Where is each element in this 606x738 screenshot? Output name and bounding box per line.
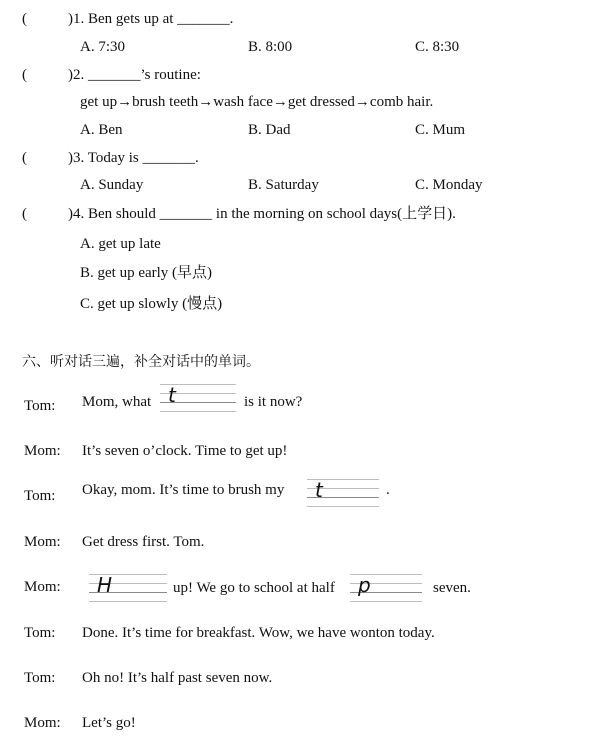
dialogue-text: Oh no! It’s half past seven now. bbox=[82, 670, 273, 686]
speaker-label: Mom: bbox=[24, 715, 61, 731]
answer-paren: ( bbox=[22, 150, 27, 166]
question-text: )3. Today is _______. bbox=[68, 150, 199, 166]
option-a: A. 7:30 bbox=[80, 39, 125, 55]
question-text: )1. Ben gets up at _______. bbox=[68, 11, 234, 27]
writing-blank[interactable] bbox=[89, 574, 167, 602]
dialogue-text: Okay, mom. It’s time to brush my bbox=[82, 482, 285, 498]
question-text: )4. Ben should _______ in the morning on school days(上学日). bbox=[68, 206, 456, 222]
dialogue-text: is it now? bbox=[244, 394, 303, 410]
dialogue-text: It’s seven o’clock. Time to get up! bbox=[82, 443, 288, 459]
speaker-label: Tom: bbox=[24, 488, 56, 504]
dialogue-text: Get dress first. Tom. bbox=[82, 534, 205, 550]
speaker-label: Mom: bbox=[24, 579, 61, 595]
speaker-label: Mom: bbox=[24, 443, 61, 459]
dialogue-text: Let’s go! bbox=[82, 715, 136, 731]
handwritten-letter: p bbox=[358, 573, 371, 597]
answer-paren: ( bbox=[22, 67, 27, 83]
dialogue-text: seven. bbox=[433, 580, 471, 596]
handwritten-letter: H bbox=[97, 573, 113, 597]
section-title: 六、听对话三遍，补全对话中的单词。 bbox=[22, 354, 260, 370]
option-b: B. Dad bbox=[248, 122, 291, 138]
option-c: C. Monday bbox=[415, 177, 483, 193]
option-a: A. Ben bbox=[80, 122, 123, 138]
writing-blank[interactable] bbox=[350, 574, 422, 602]
question-text: )2. _______’s routine: bbox=[68, 67, 201, 83]
routine-text: get up→brush teeth→wash face→get dressed→comb hair. bbox=[80, 94, 434, 110]
dialogue-text: Mom, what bbox=[82, 394, 152, 410]
answer-paren: ( bbox=[22, 11, 27, 27]
dialogue-text: . bbox=[386, 482, 390, 498]
option-c: C. Mum bbox=[415, 122, 466, 138]
answer-paren: ( bbox=[22, 206, 27, 222]
writing-blank[interactable] bbox=[160, 384, 236, 412]
speaker-label: Tom: bbox=[24, 670, 56, 686]
writing-blank[interactable] bbox=[307, 479, 379, 507]
speaker-label: Tom: bbox=[24, 398, 56, 414]
speaker-label: Tom: bbox=[24, 625, 56, 641]
dialogue-text: up! We go to school at half bbox=[173, 580, 335, 596]
option-c: C. get up slowly (慢点) bbox=[80, 296, 223, 312]
dialogue-text: Done. It’s time for breakfast. Wow, we have wonton today. bbox=[82, 625, 435, 641]
handwritten-letter: t bbox=[168, 383, 176, 407]
option-a: A. get up late bbox=[80, 236, 161, 252]
option-b: B. get up early (早点) bbox=[80, 265, 213, 281]
option-a: A. Sunday bbox=[80, 177, 144, 193]
option-b: B. Saturday bbox=[248, 177, 319, 193]
option-b: B. 8:00 bbox=[248, 39, 293, 55]
handwritten-letter: t bbox=[315, 478, 323, 502]
option-c: C. 8:30 bbox=[415, 39, 460, 55]
speaker-label: Mom: bbox=[24, 534, 61, 550]
